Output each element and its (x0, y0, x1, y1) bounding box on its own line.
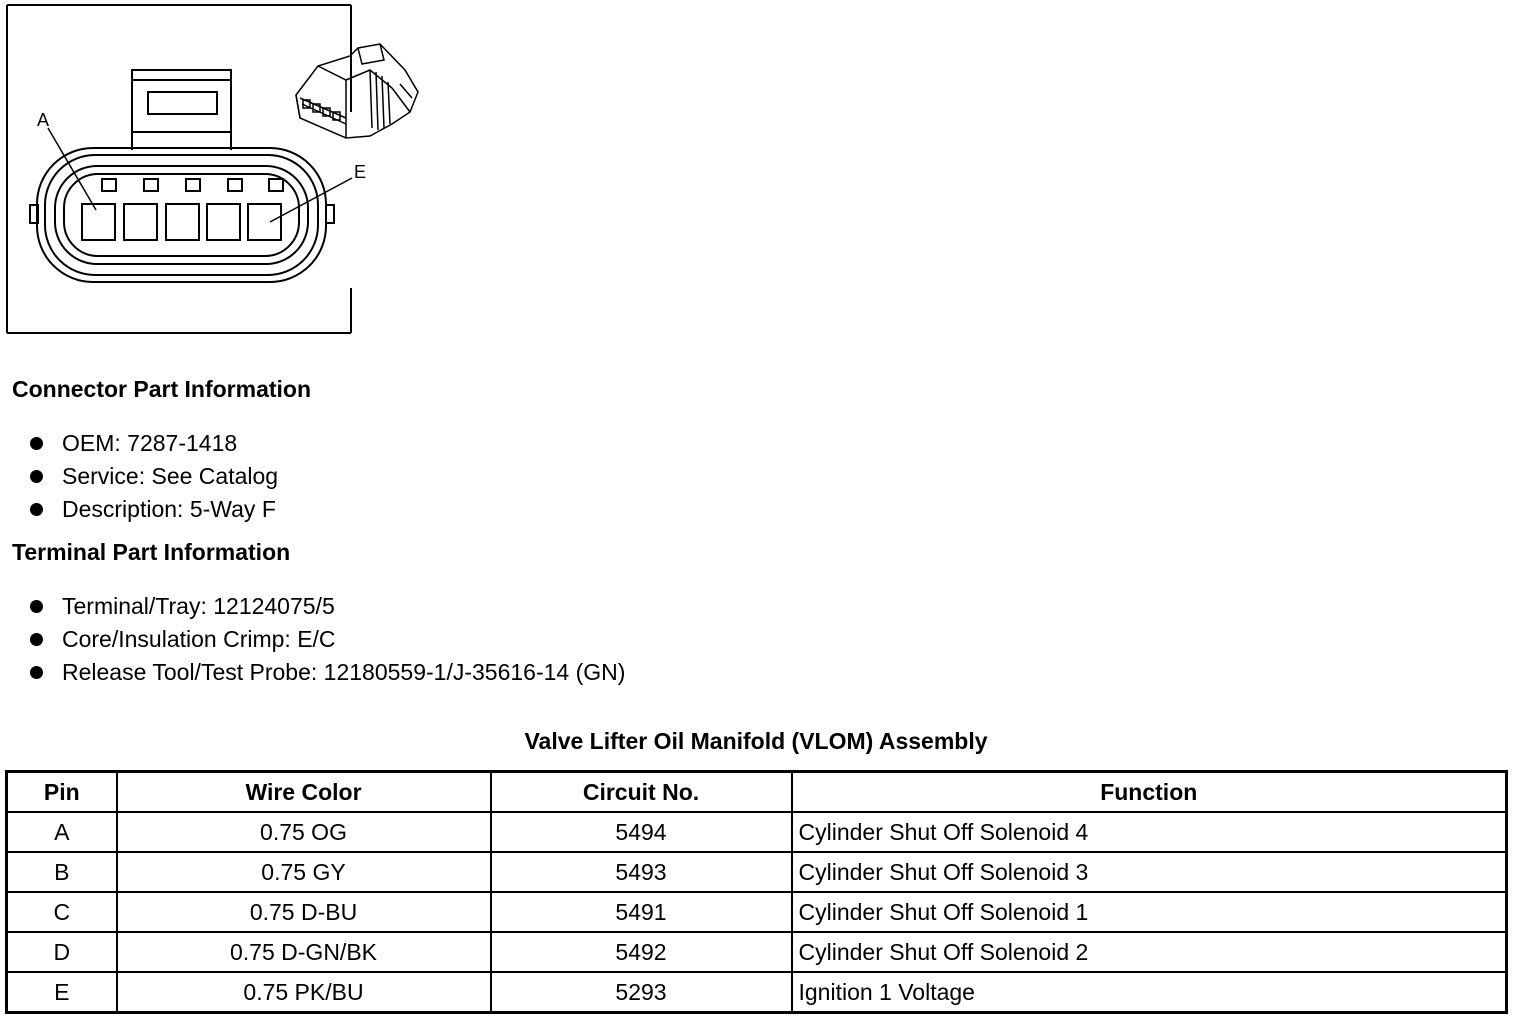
connector-info-list (30, 427, 278, 526)
bullet-icon (30, 666, 43, 679)
cell-wire-color: 0.75 GY (117, 852, 491, 892)
connector-face-diagram (0, 0, 440, 340)
header-wire-color: Wire Color (117, 772, 491, 813)
table-header-row (7, 772, 1507, 813)
cell-function: Ignition 1 Voltage (792, 972, 1507, 1013)
bullet-icon (30, 503, 43, 516)
list-item: Release Tool/Test Probe: 12180559-1/J-35616-14 (GN) (30, 656, 625, 689)
cell-wire-color: 0.75 PK/BU (117, 972, 491, 1013)
cell-function: Cylinder Shut Off Solenoid 4 (792, 812, 1507, 852)
cell-wire-color: 0.75 OG (117, 812, 491, 852)
cell-circuit-no: 5493 (491, 852, 792, 892)
table-row (7, 972, 1507, 1013)
cell-circuit-no: 5494 (491, 812, 792, 852)
cell-circuit-no: 5492 (491, 932, 792, 972)
cell-circuit-no: 5293 (491, 972, 792, 1013)
cell-wire-color: 0.75 D-BU (117, 892, 491, 932)
cell-wire-color: 0.75 D-GN/BK (117, 932, 491, 972)
terminal-info-list (30, 590, 625, 689)
bullet-icon (30, 470, 43, 483)
bullet-icon (30, 600, 43, 613)
connector-info-heading: Connector Part Information (12, 376, 312, 402)
list-item: Core/Insulation Crimp: E/C (30, 623, 625, 656)
table-row (7, 852, 1507, 892)
header-circuit-no: Circuit No. (491, 772, 792, 813)
cavity-d (207, 204, 240, 240)
list-item: Terminal/Tray: 12124075/5 (30, 590, 625, 623)
cell-circuit-no: 5491 (491, 892, 792, 932)
bullet-icon (30, 633, 43, 646)
cavity-c (166, 204, 199, 240)
table-title: Valve Lifter Oil Manifold (VLOM) Assembly (524, 728, 988, 754)
connector-isometric-icon (296, 44, 418, 138)
cavity-b (124, 204, 157, 240)
bullet-icon (30, 437, 43, 450)
table-row (7, 812, 1507, 852)
cell-pin: A (7, 812, 117, 852)
cell-function: Cylinder Shut Off Solenoid 3 (792, 852, 1507, 892)
cell-function: Cylinder Shut Off Solenoid 1 (792, 892, 1507, 932)
cell-pin: B (7, 852, 117, 892)
cell-pin: E (7, 972, 117, 1013)
label-pin-a: A (37, 110, 50, 130)
header-function: Function (792, 772, 1507, 813)
label-pin-e: E (354, 162, 367, 182)
list-item: Description: 5-Way F (30, 493, 278, 526)
cell-function: Cylinder Shut Off Solenoid 2 (792, 932, 1507, 972)
list-item: Service: See Catalog (30, 460, 278, 493)
list-item: OEM: 7287-1418 (30, 427, 278, 460)
pinout-table (5, 770, 1508, 1014)
cell-pin: C (7, 892, 117, 932)
cell-pin: D (7, 932, 117, 972)
table-row (7, 932, 1507, 972)
cavity-a (82, 204, 115, 240)
header-pin: Pin (7, 772, 117, 813)
terminal-info-heading: Terminal Part Information (12, 539, 291, 565)
cavity-e (248, 204, 281, 240)
table-row (7, 892, 1507, 932)
